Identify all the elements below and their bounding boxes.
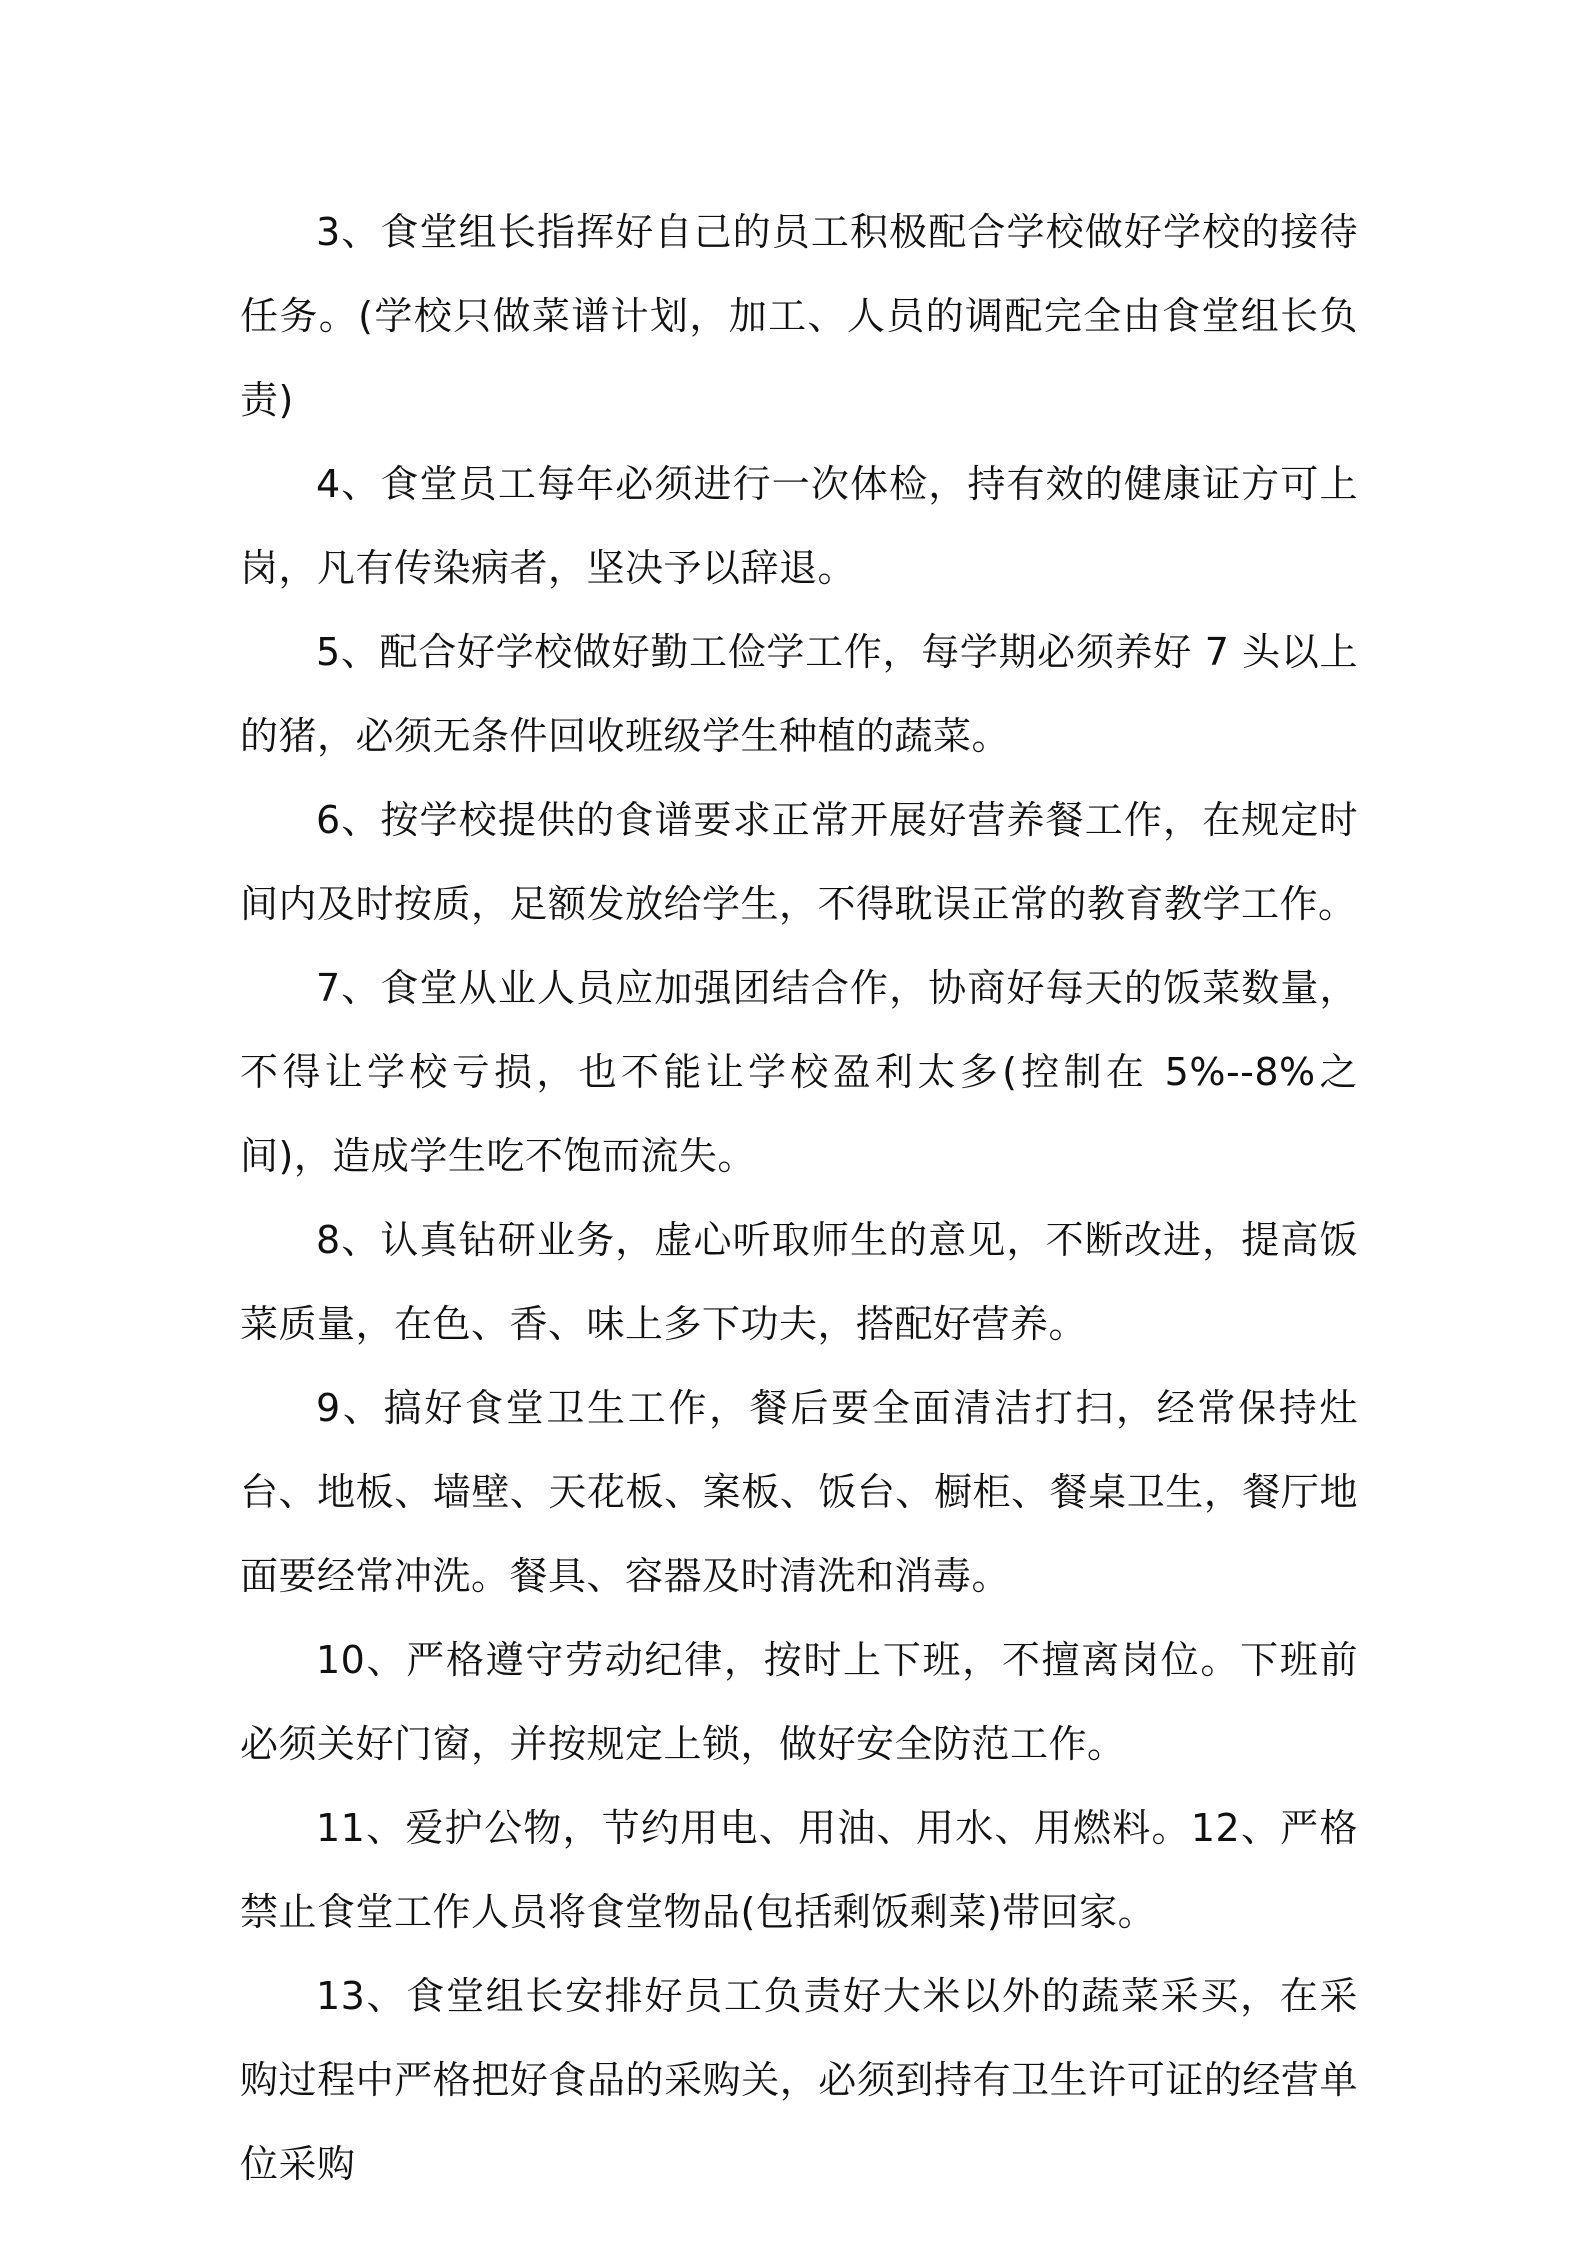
paragraph-6: 6、按学校提供的食谱要求正常开展好营养餐工作，在规定时间内及时按质，足额发放给学生，不得耽误正常的教育教学工作。 — [240, 798, 1358, 926]
paragraph-13: 13、食堂组长安排好员工负责好大米以外的蔬菜采买，在采购过程中严格把好食品的采购关，必须到持有卫生许可证的经营单位采购 — [240, 1974, 1358, 2186]
paragraph-8: 8、认真钻研业务，虚心听取师生的意见，不断改进，提高饭菜质量，在色、香、味上多下功夫，搭配好营养。 — [240, 1218, 1358, 1346]
paragraph-3: 3、食堂组长指挥好自己的员工积极配合学校做好学校的接待任务。(学校只做菜谱计划，加工、人员的调配完全由食堂组长负责) — [240, 210, 1358, 422]
paragraph-4: 4、食堂员工每年必须进行一次体检，持有效的健康证方可上岗，凡有传染病者，坚决予以辞退。 — [240, 462, 1358, 590]
paragraph-5: 5、配合好学校做好勤工俭学工作，每学期必须养好 7 头以上的猪，必须无条件回收班级学生种植的蔬菜。 — [240, 630, 1358, 758]
document-body — [240, 190, 1358, 2206]
paragraph-10: 10、严格遵守劳动纪律，按时上下班，不擅离岗位。下班前必须关好门窗，并按规定上锁，做好安全防范工作。 — [240, 1638, 1358, 1766]
paragraph-7: 7、食堂从业人员应加强团结合作，协商好每天的饭菜数量，不得让学校亏损，也不能让学校盈利太多(控制在 5%--8%之间)，造成学生吃不饱而流失。 — [240, 966, 1358, 1178]
paragraph-11-12: 11、爱护公物，节约用电、用油、用水、用燃料。12、严格禁止食堂工作人员将食堂物品(包括剩饭剩菜)带回家。 — [240, 1806, 1358, 1934]
paragraph-9: 9、搞好食堂卫生工作，餐后要全面清洁打扫，经常保持灶台、地板、墙壁、天花板、案板、饭台、橱柜、餐桌卫生，餐厅地面要经常冲洗。餐具、容器及时清洗和消毒。 — [240, 1386, 1358, 1598]
